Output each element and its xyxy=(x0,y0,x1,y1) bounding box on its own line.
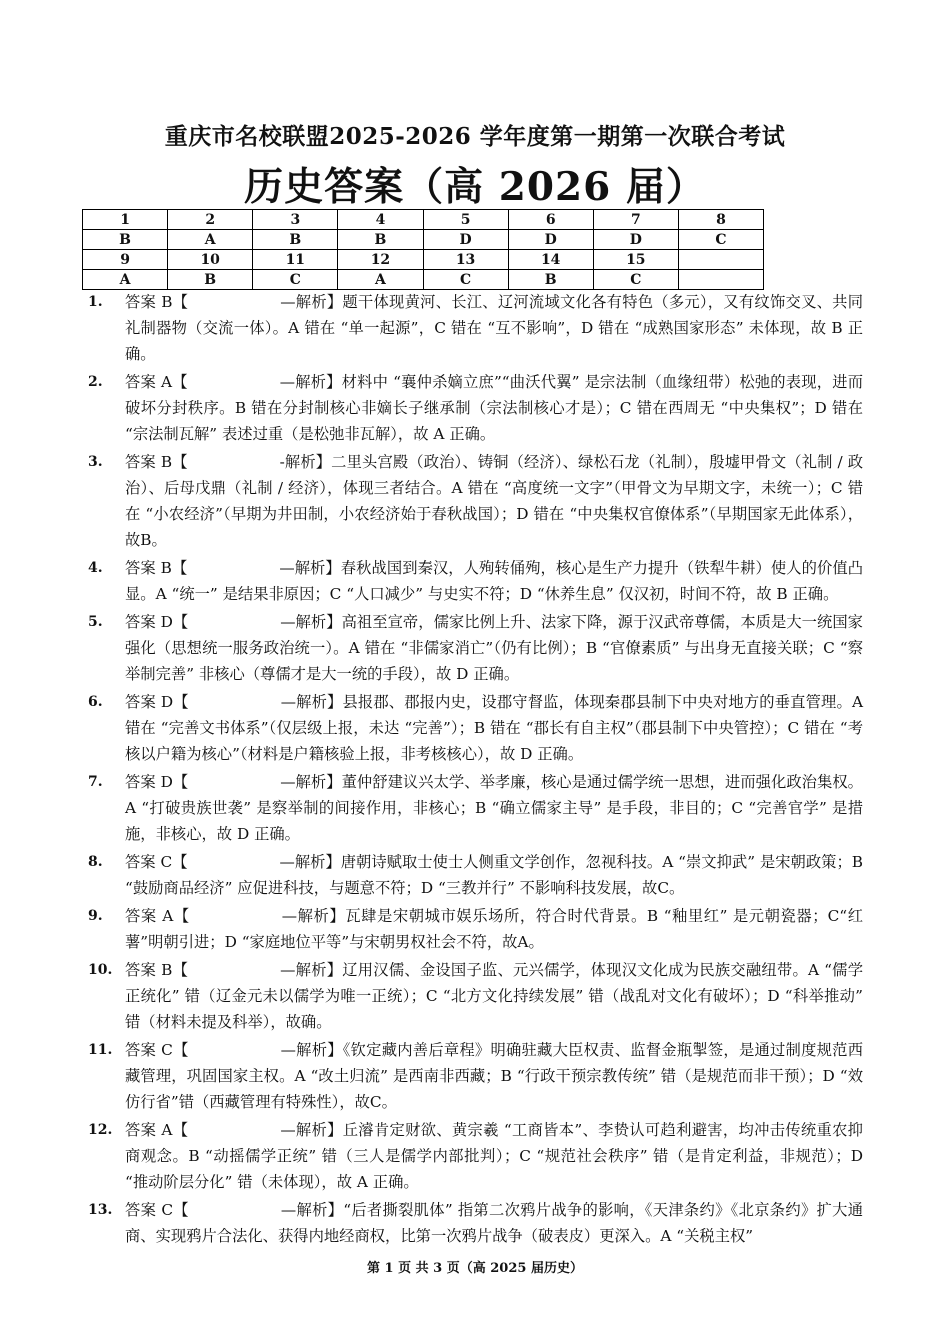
question-number-cell: 7 xyxy=(593,210,678,230)
explanation-item xyxy=(88,555,863,607)
item-body xyxy=(125,903,863,955)
item-body xyxy=(125,1117,863,1195)
item-number: 9. xyxy=(88,908,103,924)
question-number-cell: 14 xyxy=(508,250,593,270)
explanation-text: —解析】丘濬肯定财欲、黄宗羲 “工商皆本”、李贽认可趋利避害，均冲击传统重农抑商观念。B “动摇儒学正统” 错（三人是儒学内部批判）；C “规范社会秩序” 错（是肯定利益，非规范）；D “推动阶层分化” 错（未体现），故 A 正确。 xyxy=(125,1121,863,1191)
explanation-item xyxy=(88,1037,863,1115)
question-number-cell xyxy=(678,250,763,270)
question-number-cell: 3 xyxy=(253,210,338,230)
answer-cell xyxy=(678,270,763,290)
item-number: 12. xyxy=(88,1122,113,1138)
question-number-cell: 11 xyxy=(253,250,338,270)
answer-cell: C xyxy=(678,230,763,250)
explanation-text: —解析】董仲舒建议兴太学、举孝廉，核心是通过儒学统一思想，进而强化政治集权。A “打破贵族世袭” 是察举制的间接作用，非核心；B “确立儒家主导” 是手段，非目的；C “完善官学” 是措施，非核心，故 D 正确。 xyxy=(125,773,863,843)
answer-label: 答案 A【 xyxy=(125,373,188,391)
item-number: 4. xyxy=(88,560,103,576)
answer-cell: A xyxy=(168,230,253,250)
answer-cell: D xyxy=(593,230,678,250)
explanation-text: —解析】辽用汉儒、金设国子监、元兴儒学，体现汉文化成为民族交融纽带。A “儒学正统化” 错（辽金元未以儒学为唯一正统）；C “北方文化持续发展” 错（战乱对文化有破坏）；D “科举推动” 错（材料未提及科举），故确。 xyxy=(125,961,863,1031)
question-number-cell: 5 xyxy=(423,210,508,230)
question-number-cell: 2 xyxy=(168,210,253,230)
item-body xyxy=(125,369,863,447)
item-body xyxy=(125,689,863,767)
answer-row xyxy=(83,230,764,250)
question-number-cell: 9 xyxy=(83,250,168,270)
answer-cell: D xyxy=(423,230,508,250)
answer-cell: B xyxy=(83,230,168,250)
question-number-cell: 10 xyxy=(168,250,253,270)
item-body xyxy=(125,609,863,687)
explanation-item xyxy=(88,689,863,767)
item-number: 6. xyxy=(88,694,103,710)
question-number-cell: 12 xyxy=(338,250,423,270)
item-number: 8. xyxy=(88,854,103,870)
explanation-item xyxy=(88,449,863,553)
answer-label: 答案 A【 xyxy=(125,907,190,925)
item-number: 7. xyxy=(88,774,103,790)
explanation-item xyxy=(88,849,863,901)
explanation-text: —解析】《钦定藏内善后章程》明确驻藏大臣权责、监督金瓶掣签，是通过制度规范西藏管理，巩固国家主权。A “改土归流” 是西南非西藏；B “行政干预宗教传统” 错（是规范而非干预）；D “效仿行省”错（西藏管理有特殊性），故C。 xyxy=(125,1041,863,1111)
explanation-text: —解析】材料中 “襄仲杀嫡立庶”“曲沃代翼” 是宗法制（血缘纽带）松弛的表现，进而破坏分封秩序。B 错在分封制核心非嫡长子继承制（宗法制核心才是）；C 错在西周无 “中央集权”；D 错在 “宗法制瓦解” 表述过重（是松弛非瓦解），故 A 正确。 xyxy=(125,373,863,443)
explanation-text: —解析】县报郡、郡报内史，设郡守督监，体现秦郡县制下中央对地方的垂直管理。A 错在 “完善文书体系”（仅层级上报，未达 “完善”）；B 错在 “郡长有自主权”（郡县制下中央管控）；C 错在 “考核以户籍为核心”（材料是户籍核验上报，非考核核心），故 D 正确。 xyxy=(125,693,863,763)
answer-label: 答案 D【 xyxy=(125,773,189,791)
answer-cell: C xyxy=(423,270,508,290)
question-number-cell: 6 xyxy=(508,210,593,230)
item-number: 10. xyxy=(88,962,113,978)
explanation-text: —解析】题干体现黄河、长江、辽河流域文化各有特色（多元），又有纹饰交叉、共同礼制器物（交流一体）。A 错在 “单一起源”，C 错在 “互不影响”，D 错在 “成熟国家形态” 未体现，故 B 正确。 xyxy=(125,293,863,363)
answer-cell: B xyxy=(338,230,423,250)
answer-cell: B xyxy=(253,230,338,250)
item-body xyxy=(125,289,863,367)
explanation-item xyxy=(88,1197,863,1249)
explanation-item xyxy=(88,289,863,367)
explanation-item xyxy=(88,957,863,1035)
explanation-text: —解析】春秋战国到秦汉，人殉转俑殉，核心是生产力提升（铁犁牛耕）使人的价值凸显。A “统一” 是结果非原因；C “人口减少” 与史实不符；D “休养生息” 仅汉初，时间不符，故 B 正确。 xyxy=(125,559,863,603)
explanation-text: -解析】二里头宫殿（政治）、铸铜（经济）、绿松石龙（礼制），殷墟甲骨文（礼制 / 政治）、后母戊鼎（礼制 / 经济），体现三者结合。A 错在 “高度统一文字”（甲骨文为早期文字，未统一）；C 错在 “小农经济”（早期为井田制，小农经济始于春秋战国）；D 错在 “中央集权官僚体系”（早期国家无此体系），故B。 xyxy=(125,453,863,549)
explanation-item xyxy=(88,369,863,447)
explanation-item xyxy=(88,1117,863,1195)
item-body xyxy=(125,1197,863,1249)
answer-cell: A xyxy=(338,270,423,290)
explanation-item xyxy=(88,769,863,847)
page-title: 历史答案（高 2026 届） xyxy=(244,164,706,210)
explanation-text: —解析】“后者撕裂肌体” 指第二次鸦片战争的影响，《天津条约》《北京条约》扩大通商、实现鸦片合法化、获得内地经商权，比第一次鸦片战争（破表皮）更深入。A “关税主权” xyxy=(125,1201,863,1245)
explanation-item xyxy=(88,903,863,955)
explanation-text: —解析】唐朝诗赋取士使士人侧重文学创作，忽视科技。A “崇文抑武” 是宋朝政策；B “鼓励商品经济” 应促进科技，与题意不符；D “三教并行” 不影响科技发展，故C。 xyxy=(125,853,863,897)
item-body xyxy=(125,449,863,553)
answer-label: 答案 B【 xyxy=(125,453,188,471)
item-body xyxy=(125,769,863,847)
answer-label: 答案 C【 xyxy=(125,1201,189,1219)
item-body xyxy=(125,849,863,901)
item-number: 3. xyxy=(88,454,103,470)
answer-cell: A xyxy=(83,270,168,290)
answer-label: 答案 C【 xyxy=(125,1041,189,1059)
answer-label: 答案 B【 xyxy=(125,559,188,577)
item-number: 11. xyxy=(88,1042,113,1058)
answer-label: 答案 A【 xyxy=(125,1121,189,1139)
answer-label: 答案 D【 xyxy=(125,613,189,631)
item-number: 13. xyxy=(88,1202,113,1218)
answer-cell: B xyxy=(168,270,253,290)
item-number: 5. xyxy=(88,614,103,630)
answer-key-table xyxy=(82,209,764,290)
answer-label: 答案 B【 xyxy=(125,961,189,979)
question-number-cell: 15 xyxy=(593,250,678,270)
exam-subtitle: 重庆市名校联盟2025-2026 学年度第一期第一次联合考试 xyxy=(164,123,786,150)
answer-label: 答案 C【 xyxy=(125,853,188,871)
explanation-item xyxy=(88,609,863,687)
item-body xyxy=(125,957,863,1035)
question-number-cell: 13 xyxy=(423,250,508,270)
question-number-row xyxy=(83,210,764,230)
item-body xyxy=(125,555,863,607)
answer-cell: B xyxy=(508,270,593,290)
answer-label: 答案 D【 xyxy=(125,693,189,711)
question-number-cell: 4 xyxy=(338,210,423,230)
page-footer: 第 1 页 共 3 页（高 2025 届历史） xyxy=(367,1261,583,1276)
question-number-row xyxy=(83,250,764,270)
explanation-text: —解析】高祖至宣帝，儒家比例上升、法家下降，源于汉武帝尊儒，本质是大一统国家强化（思想统一服务政治统一）。A 错在 “非儒家消亡”（仍有比例）；B “官僚素质” 与出身无直接关联；C “察举制完善” 非核心（尊儒才是大一统的手段），故 D 正确。 xyxy=(125,613,863,683)
explanation-text: —解析】瓦肆是宋朝城市娱乐场所，符合时代背景。B “釉里红” 是元朝瓷器；C“红薯”明朝引进；D “家庭地位平等”与宋朝男权社会不符，故A。 xyxy=(125,907,863,951)
answer-row xyxy=(83,270,764,290)
item-body xyxy=(125,1037,863,1115)
question-number-cell: 1 xyxy=(83,210,168,230)
explanation-list xyxy=(88,289,863,1251)
answer-cell: C xyxy=(593,270,678,290)
item-number: 2. xyxy=(88,374,103,390)
item-number: 1. xyxy=(88,294,103,310)
answer-label: 答案 B【 xyxy=(125,293,189,311)
question-number-cell: 8 xyxy=(678,210,763,230)
answer-cell: D xyxy=(508,230,593,250)
answer-cell: C xyxy=(253,270,338,290)
